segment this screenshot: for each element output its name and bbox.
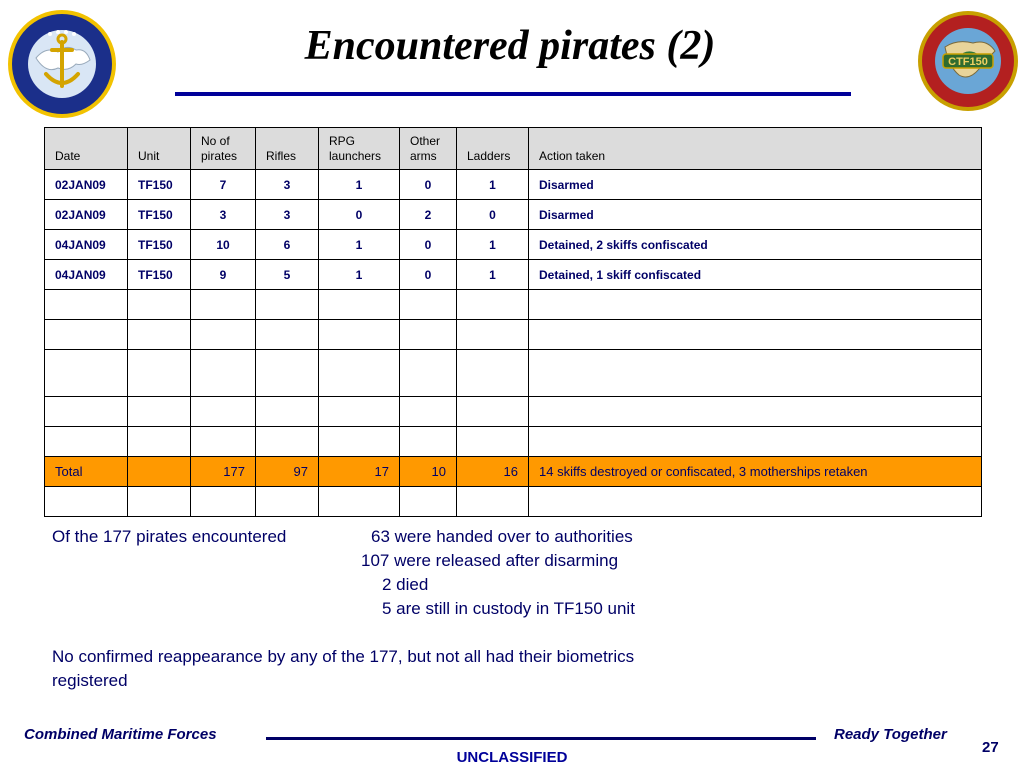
total-label: Total [45, 457, 128, 487]
cell-unit: TF150 [128, 170, 191, 200]
notes-paragraph-line: No confirmed reappearance by any of the 177, but not all had their biometrics [52, 647, 635, 666]
cell-other: 0 [400, 230, 457, 260]
footer-right-text: Ready Together [834, 726, 947, 743]
notes-lead: Of the 177 pirates encountered [52, 527, 287, 546]
cell-action: Detained, 1 skiff confiscated [529, 260, 982, 290]
total-row [45, 457, 982, 487]
table-row [45, 230, 982, 260]
empty-row [45, 320, 982, 350]
header-date: Date [45, 128, 128, 170]
total-action: 14 skiffs destroyed or confiscated, 3 motherships retaken [529, 457, 982, 487]
cell-pirates: 9 [191, 260, 256, 290]
combined-maritime-forces-logo [6, 8, 118, 120]
cell-ladders: 1 [457, 230, 529, 260]
notes-item: 5 are still in custody in TF150 unit [382, 599, 635, 618]
cell-pirates: 10 [191, 230, 256, 260]
cell-unit: TF150 [128, 230, 191, 260]
cell-rifles: 5 [256, 260, 319, 290]
notes-item: 2 died [382, 575, 429, 594]
classification-label: UNCLASSIFIED [456, 749, 568, 766]
cell-ladders: 1 [457, 260, 529, 290]
empty-row [45, 427, 982, 457]
cell-ladders: 0 [457, 200, 529, 230]
cell-date: 02JAN09 [45, 170, 128, 200]
cell-action: Disarmed [529, 170, 982, 200]
empty-row [45, 290, 982, 320]
cell-pirates: 7 [191, 170, 256, 200]
cell-other: 0 [400, 260, 457, 290]
empty-row [45, 397, 982, 427]
cell-rifles: 6 [256, 230, 319, 260]
table-row [45, 200, 982, 230]
title-underline [175, 92, 851, 96]
cell-date: 04JAN09 [45, 260, 128, 290]
header-pirates: No of pirates [191, 128, 256, 170]
cell-rifles: 3 [256, 170, 319, 200]
cell-other: 0 [400, 170, 457, 200]
cell-rpg: 1 [319, 230, 400, 260]
svg-text:CTF150: CTF150 [948, 56, 988, 68]
total-pirates: 177 [191, 457, 256, 487]
header-ladders: Ladders [457, 128, 529, 170]
empty-row [45, 487, 982, 517]
cell-date: 04JAN09 [45, 230, 128, 260]
cell-date: 02JAN09 [45, 200, 128, 230]
ctf150-logo [913, 9, 1023, 113]
total-ladders: 16 [457, 457, 529, 487]
table-header-row [45, 128, 982, 170]
cell-other: 2 [400, 200, 457, 230]
cell-pirates: 3 [191, 200, 256, 230]
page-number: 27 [982, 739, 999, 756]
cell-action: Disarmed [529, 200, 982, 230]
header-action: Action taken [529, 128, 982, 170]
notes-item: 107 were released after disarming [361, 551, 619, 570]
notes-item: 63 were handed over to authorities [371, 527, 633, 546]
header-unit: Unit [128, 128, 191, 170]
total-other: 10 [400, 457, 457, 487]
notes-paragraph-line: registered [52, 671, 128, 690]
page-title: Encountered pirates (2) [304, 23, 716, 69]
pirates-table [44, 127, 982, 517]
header-rpg: RPG launchers [319, 128, 400, 170]
cell-rpg: 0 [319, 200, 400, 230]
cell-unit: TF150 [128, 200, 191, 230]
total-unit [128, 457, 191, 487]
footer-left-text: Combined Maritime Forces [24, 726, 217, 743]
total-rifles: 97 [256, 457, 319, 487]
header-rifles: Rifles [256, 128, 319, 170]
table-row [45, 260, 982, 290]
cell-rpg: 1 [319, 170, 400, 200]
empty-row [45, 350, 982, 397]
cell-unit: TF150 [128, 260, 191, 290]
table-row [45, 170, 982, 200]
total-rpg: 17 [319, 457, 400, 487]
cell-action: Detained, 2 skiffs confiscated [529, 230, 982, 260]
footer-divider [266, 737, 816, 740]
cell-rpg: 1 [319, 260, 400, 290]
cell-rifles: 3 [256, 200, 319, 230]
cell-ladders: 1 [457, 170, 529, 200]
header-other-arms: Other arms [400, 128, 457, 170]
